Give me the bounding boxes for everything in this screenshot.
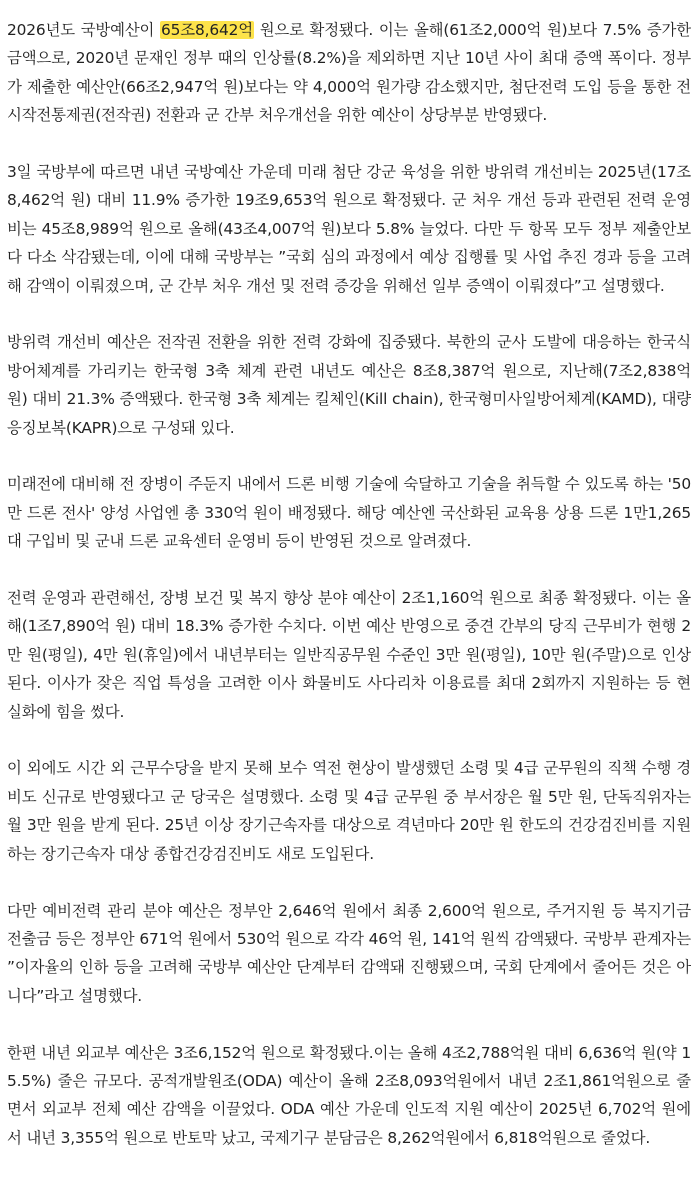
paragraph-welfare: 전력 운영과 관련해선, 장병 보건 및 복지 향상 분야 예산이 2조1,160억 원으로 최종 확정됐다. 이는 올해(1조7,890억 원) 대비 18.3% 증가한 수치다. 이번 예산 반영으로 중견 간부의 당직 근무비가 현행 2만 원(평일), 4만 원(휴일)에서 내년부터는 일반직공무원 수준인 3만 원(평일), 10만 원(주말)으로 인상된다. 이사가 잦은 직업 특성을 고려한 이사 화물비도 사다리차 이용료를 최대 2회까지 지원하는 등 현실화에 힘을 썼다.	[7, 589, 691, 721]
paragraph-reserve-cuts: 다만 예비전력 관리 분야 예산은 정부안 2,646억 원에서 최종 2,600억 원으로, 주거지원 등 복지기금 전출금 등은 정부안 671억 원에서 530억 원으로 각각 46억 원, 141억 원씩 감액됐다. 국방부 관계자는 ”이자율의 인하 등을 고려해 국방부 예산안 단계부터 감액돼 진행됐으며, 국회 단계에서 줄어든 것은 아니다”라고 설명했다.	[7, 901, 691, 1005]
paragraph-three-axis-system: 방위력 개선비 예산은 전작권 전환을 위한 전력 강화에 집중됐다. 북한의 군사 도발에 대응하는 한국식 방어체계를 가리키는 한국형 3축 체계 관련 내년도 예산은 8조8,387억 원으로, 지난해(7조2,838억 원) 대비 21.3% 증액됐다. 한국형 3축 체계는 킬체인(Kill chain), 한국형미사일방어체계(KAMD), 대량응징보복(KAPR)으로 구성돼 있다.	[7, 333, 691, 437]
paragraph-budget-overview	[7, 16, 691, 130]
paragraph-lead-text: 2026년도 국방예산이	[7, 21, 160, 39]
paragraph-text: 원으로 확정됐다. 이는 올해(61조2,000억 원)보다 7.5% 증가한 금액으로, 2020년 문재인 정부 때의 인상률(8.2%)을 제외하면 지난 10년 사이 최대 증액 폭이다. 정부가 제출한 예산안(66조2,947억 원)보다는 약 4,000억 원가량 감소했지만, 첨단전력 도입 등을 통한 전시작전통제권(전작권) 전환과 군 간부 처우개선을 위한 예산이 상당부분 반영됐다.	[7, 21, 691, 125]
article-body	[7, 16, 691, 1181]
paragraph-foreign-ministry: 한편 내년 외교부 예산은 3조6,152억 원으로 확정됐다.이는 올해 4조2,788억원 대비 6,636억 원(약 15.5%) 줄은 규모다. 공적개발원조(ODA) 예산이 올해 2조8,093억원에서 내년 2조1,861억원으로 줄면서 외교부 전체 예산 감액을 이끌었다. ODA 예산 가운데 인도적 지원 예산이 2025년 6,702억 원에서 내년 3,355억 원으로 반토막 났고, 국제기구 분담금은 8,262억원에서 6,818억원으로 줄었다.	[7, 1043, 691, 1147]
paragraph-drone-warriors: 미래전에 대비해 전 장병이 주둔지 내에서 드론 비행 기술에 숙달하고 기술을 취득할 수 있도록 하는 '50만 드론 전사' 양성 사업엔 총 330억 원이 배정됐다. 해당 예산엔 국산화된 교육용 상용 드론 1만1,265대 구입비 및 군내 드론 교육센터 운영비 등이 반영된 것으로 알려졌다.	[7, 475, 691, 551]
paragraph-major-allowance: 이 외에도 시간 외 근무수당을 받지 못해 보수 역전 현상이 발생했던 소령 및 4급 군무원의 직책 수행 경비도 신규로 반영됐다고 군 당국은 설명했다. 소령 및 4급 군무원 중 부서장은 월 5만 원, 단독직위자는 월 3만 원을 받게 된다. 25년 이상 장기근속자를 대상으로 격년마다 20만 원 한도의 건강검진비를 지원하는 장기근속자 대상 종합건강검진비도 새로 도입된다.	[7, 759, 691, 863]
paragraph-defense-improvement: 3일 국방부에 따르면 내년 국방예산 가운데 미래 첨단 강군 육성을 위한 방위력 개선비는 2025년(17조8,462억 원) 대비 11.9% 증가한 19조9,653억 원으로 확정됐다. 군 처우 개선 등과 관련된 전력 운영비는 45조8,989억 원으로 올해(43조4,007억 원)보다 5.8% 늘었다. 다만 두 항목 모두 정부 제출안보다 다소 삭감됐는데, 이에 대해 국방부는 ”국회 심의 과정에서 예상 집행률 및 사업 추진 경과 등을 고려해 감액이 이뤄졌으며, 군 간부 처우 개선 및 전력 증강을 위해선 일부 증액이 이뤄졌다”고 설명했다.	[7, 163, 691, 295]
highlighted-budget-amount: 65조8,642억	[160, 21, 253, 39]
